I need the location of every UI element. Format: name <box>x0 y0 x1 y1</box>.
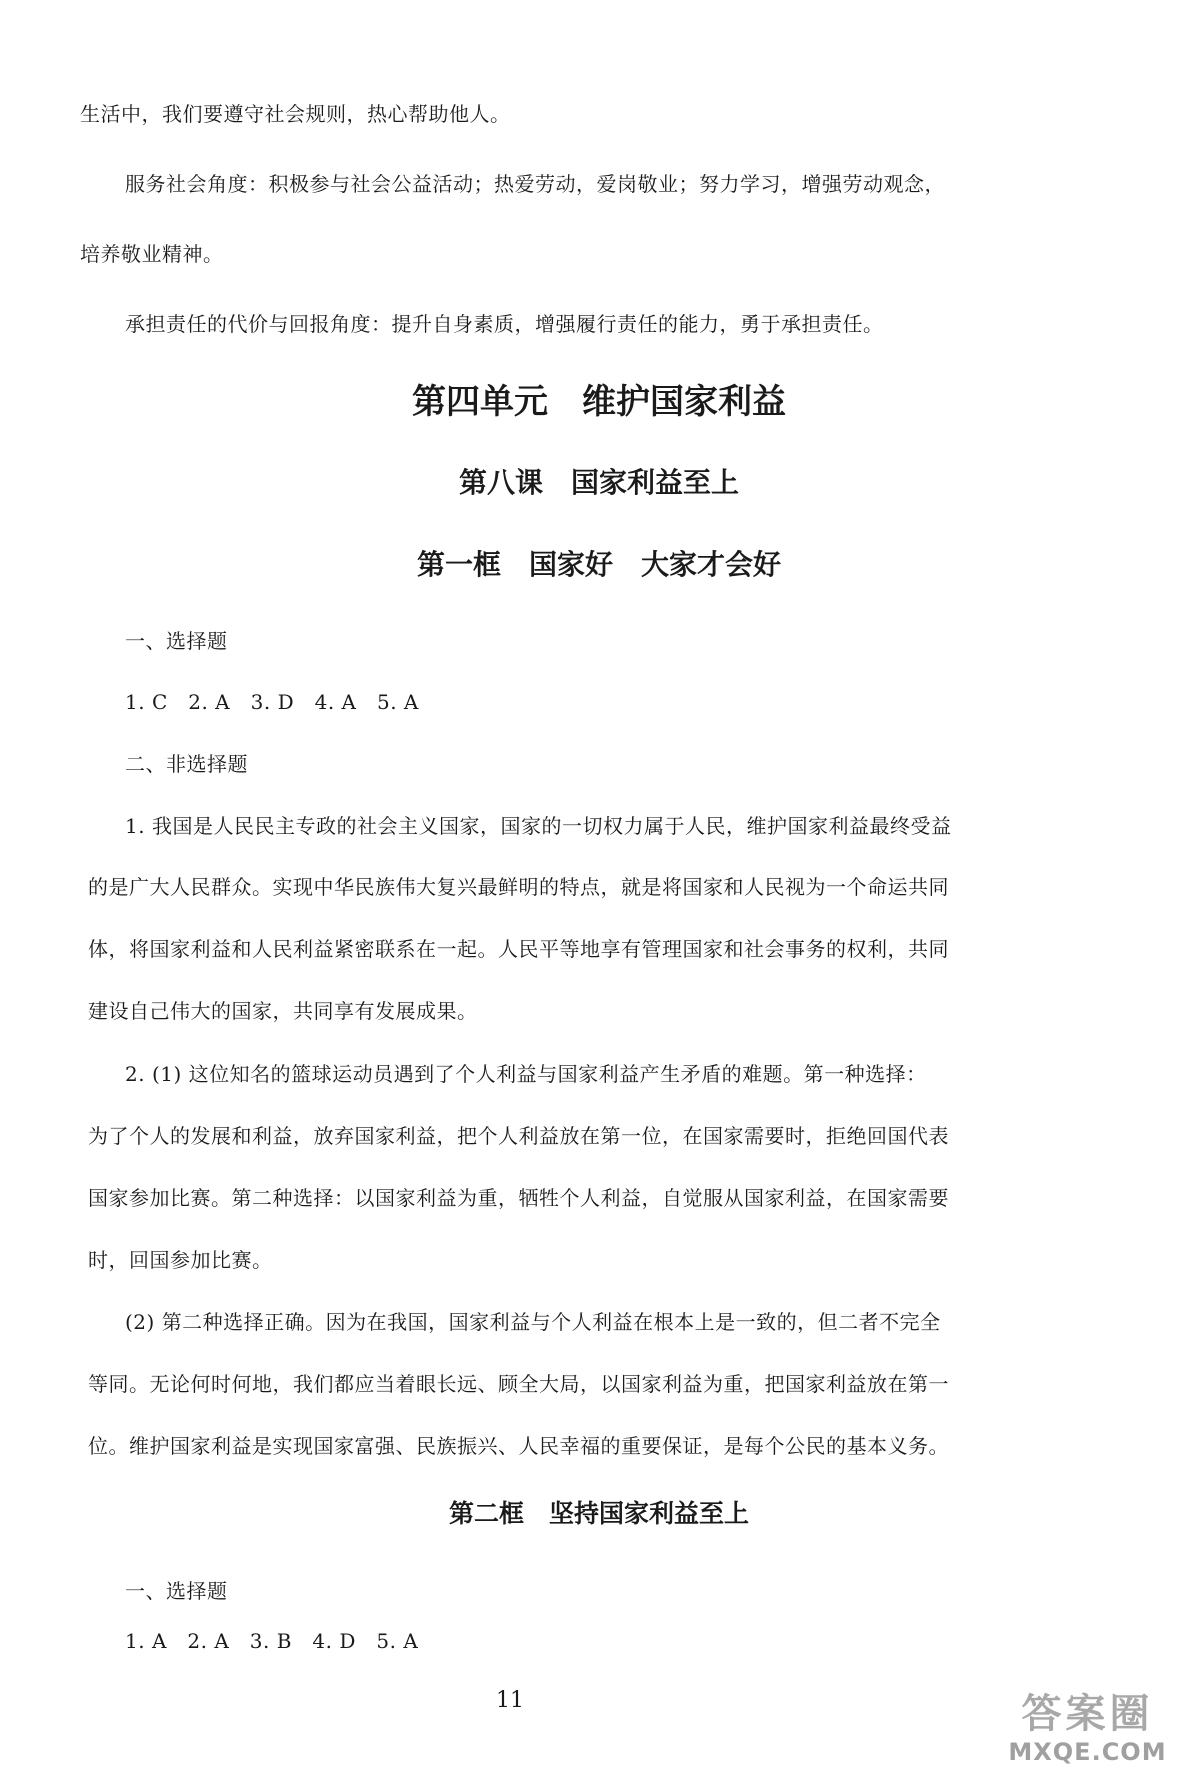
answer-line: 位。维护国家利益是实现国家富强、民族振兴、人民幸福的重要保证，是每个公民的基本义务。 <box>88 1434 949 1458</box>
unit-title: 第四单元 维护国家利益 <box>412 382 786 422</box>
text-line: 培养敬业精神。 <box>80 242 224 266</box>
watermark-top-text: 答案圈 <box>1021 1691 1154 1737</box>
page-number: 11 <box>496 1688 524 1713</box>
section-title: 第一框 国家好 大家才会好 <box>416 548 781 581</box>
text-line: 生活中，我们要遵守社会规则，热心帮助他人。 <box>80 102 511 126</box>
text-line: 承担责任的代价与回报角度：提升自身素质，增强履行责任的能力，勇于承担责任。 <box>125 312 884 336</box>
choice-answers: 1. A 2. A 3. B 4. D 5. A <box>125 1629 419 1653</box>
answer-line: 等同。无论何时何地，我们都应当着眼长远、顾全大局，以国家利益为重，把国家利益放在第一 <box>88 1372 949 1396</box>
answer-line: 2. (1) 这位知名的篮球运动员遇到了个人利益与国家利益产生矛盾的难题。第一种选择： <box>125 1062 927 1086</box>
answer-line: 建设自己伟大的国家，共同享有发展成果。 <box>88 999 478 1023</box>
watermark-logo <box>985 1691 1190 1786</box>
answer-line: 体，将国家利益和人民利益紧密联系在一起。人民平等地享有管理国家和社会事务的权利，共同 <box>88 937 949 961</box>
answer-line: 国家参加比赛。第二种选择：以国家利益为重，牺牲个人利益，自觉服从国家利益，在国家需要 <box>88 1186 949 1210</box>
answer-line: 的是广大人民群众。实现中华民族伟大复兴最鲜明的特点，就是将国家和人民视为一个命运共同 <box>88 875 949 899</box>
choice-heading: 一、选择题 <box>125 1579 228 1603</box>
section-title: 第二框 坚持国家利益至上 <box>448 1499 749 1528</box>
nonchoice-heading: 二、非选择题 <box>125 752 248 776</box>
answer-line: (2) 第二种选择正确。因为在我国，国家利益与个人利益在根本上是一致的，但二者不完全 <box>125 1310 941 1334</box>
choice-heading: 一、选择题 <box>125 629 228 653</box>
watermark-bottom-text: MXQE.COM <box>1008 1738 1167 1766</box>
answer-line: 时，回国参加比赛。 <box>88 1248 273 1272</box>
text-line: 服务社会角度：积极参与社会公益活动；热爱劳动，爱岗敬业；努力学习，增强劳动观念， <box>125 172 945 196</box>
choice-answers: 1. C 2. A 3. D 4. A 5. A <box>125 690 419 714</box>
answer-line: 为了个人的发展和利益，放弃国家利益，把个人利益放在第一位，在国家需要时，拒绝回国代表 <box>88 1124 949 1148</box>
answer-line: 1. 我国是人民民主专政的社会主义国家，国家的一切权力属于人民，维护国家利益最终受益 <box>125 814 952 838</box>
lesson-title: 第八课 国家利益至上 <box>458 466 739 499</box>
